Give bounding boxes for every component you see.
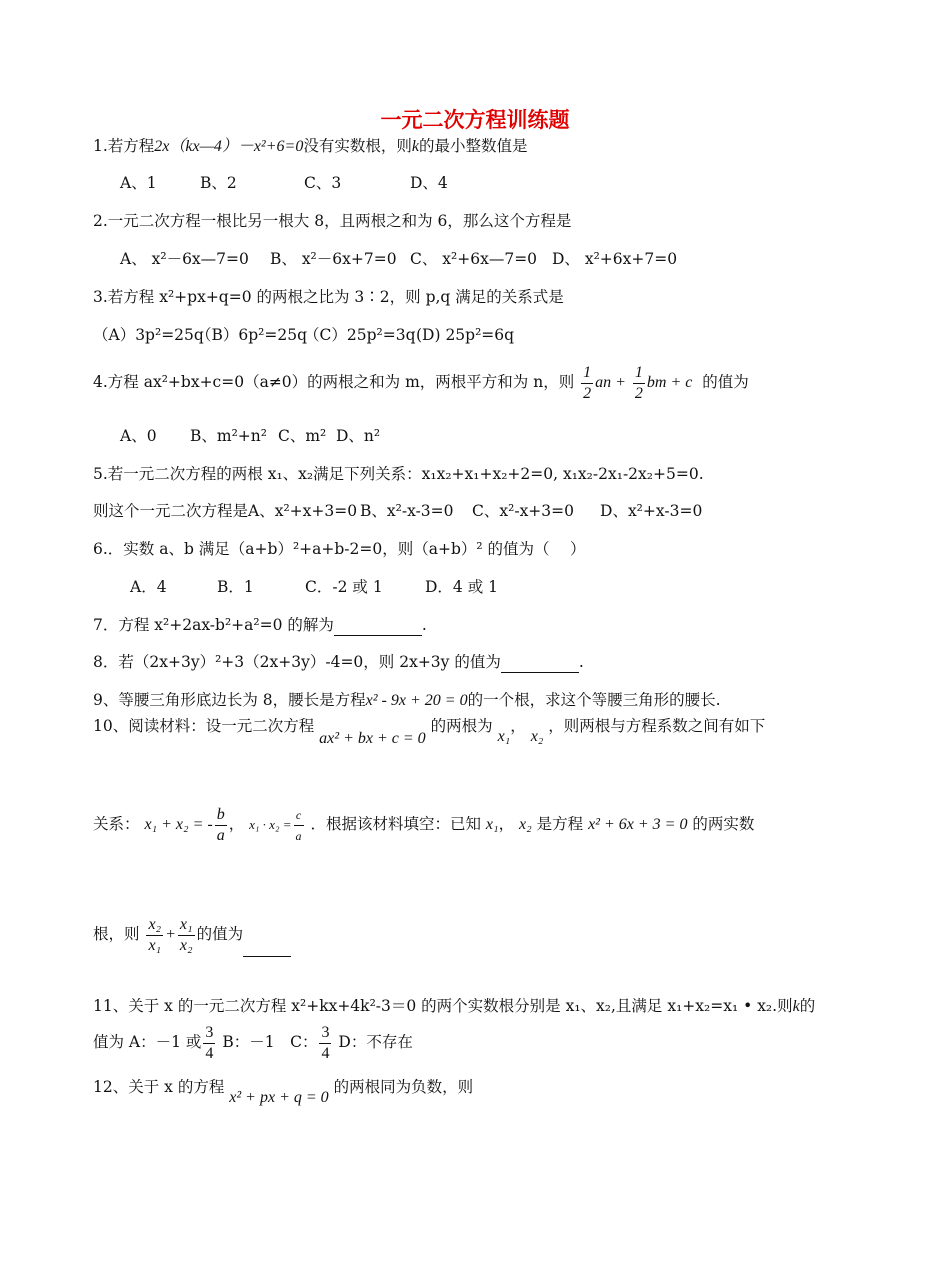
q11-options: 值为 A：－1 或 $\frac{3}{4}$ B：－1 C： $\frac{3}{4}$ D：不存在 (93, 1023, 413, 1062)
question-12: 12、关于 x 的方程 x² + px + q = 0 的两根同为负数，则 (93, 1078, 474, 1106)
q2-option-b: B、 x²－6x+7=0 (270, 250, 397, 268)
q3-options (93, 325, 514, 345)
q10-relation-line: 关系： x₁ + x₂ = - $\frac{b}{a}$ ， x₁ · x₂ = $\frac{c}{a}$ ．根据该材料填空：已知 x₁， x₂ 是方程 x² + 6x + 3 = 0 的两实数 (93, 805, 755, 844)
question-6: 6.．实数 a、b 满足（a+b）²+a+b-2=0，则（a+b）² 的值为（ ） (93, 540, 586, 558)
q6-options (130, 577, 498, 597)
question-4: 4.方程 ax²+bx+c=0（a≠0）的两根之和为 m，两根平方和为 n，则 $\frac{1}{2}$ an + $\frac{1}{2}$ bm + c 的值为 (93, 363, 749, 402)
q6-option-b: B．1 (217, 578, 254, 596)
q2-option-c: C、 x²+6x—7=0 (410, 250, 538, 268)
q4-option-b: B、m²+n² (190, 427, 267, 445)
q1-option-b: B、2 (200, 174, 237, 192)
q5-option-c: C、x²-x+3=0 (472, 502, 575, 520)
question-2: 2.一元二次方程一根比另一根大 8，且两根之和为 6，那么这个方程是 (93, 212, 572, 230)
q10-product-formula: x₁ · x₂ = (249, 817, 292, 832)
question-9: 9、等腰三角形底边长为 8，腰长是方程x² - 9x + 20 = 0的一个根，求这个等腰三角形的腰长. (93, 691, 721, 709)
q10-c-over-a: $\frac{c}{a}$ (294, 805, 304, 846)
q3-option-b: （B）6p²=25q (196, 326, 308, 344)
q7-answer-blank (334, 615, 422, 636)
q4-option-d: D、n² (336, 427, 381, 445)
question-10: 10、阅读材料：设一元二次方程 ax² + bx + c = 0 的两根为 x₁， x₂ ，则两根与方程系数之间有如下 (93, 717, 766, 747)
q10-question-line: 根，则 $\frac{\text{x₂}}{\text{x₁}}$ + $\frac{\text{x₁}}{\text{x₂}}$ 的值为 (93, 912, 291, 957)
q10-answer-blank (243, 912, 291, 957)
q4-half-fraction: $\frac{1}{2}$ (583, 363, 592, 402)
q1-equation: 2x（kx—4）－x²+6=0 (154, 138, 304, 155)
q4-option-a: A、0 (120, 427, 157, 445)
question-3: 3.若方程 x²+px+q=0 的两根之比为 3∶2，则 p,q 满足的关系式是 (93, 288, 564, 306)
q10-equation: ax² + bx + c = 0 (319, 730, 426, 747)
q6-option-d: D．4 或 1 (425, 578, 499, 596)
q1-option-d: D、4 (410, 174, 448, 192)
question-7: 7．方程 x²+2ax-b²+a²=0 的解为 . (93, 616, 427, 634)
question-8: 8．若（2x+3y）²+3（2x+3y）-4=0，则 2x+3y 的值为 . (93, 653, 584, 671)
question-1: 1.若方程2x（kx—4）－x²+6=0没有实数根，则k的最小整数值是 (93, 137, 528, 155)
q8-answer-blank (501, 652, 579, 673)
q11-three-quarters: $\frac{3}{4}$ (205, 1023, 214, 1062)
q6-option-a: A．4 (130, 578, 167, 596)
q4-option-c: C、m² (278, 427, 327, 445)
question-11: 11、关于 x 的一元二次方程 x²+kx+4k²-3＝0 的两个实数根分别是 x₁、x₂,且满足 x₁+x₂=x₁ • x₂.则k的 (93, 997, 816, 1015)
q4-half-fraction-2: $\frac{1}{2}$ (634, 363, 643, 402)
q10-b-over-a: $\frac{b}{a}$ (216, 805, 225, 844)
question-5: 5.若一元二次方程的两根 x₁、x₂满足下列关系：x₁x₂+x₁+x₂+2=0, x₁x₂-2x₁-2x₂+5=0. (93, 465, 704, 483)
q5-option-a: A、x²+x+3=0 (248, 502, 358, 520)
q6-option-c: C．-2 或 1 (305, 578, 383, 596)
q1-options (120, 173, 448, 193)
q11-three-quarters-2: $\frac{3}{4}$ (321, 1023, 330, 1062)
q10-x2-over-x1: $\frac{\text{x₂}}{\text{x₁}}$ (148, 915, 162, 954)
q9-equation: x² - 9x + 20 = 0 (365, 692, 468, 709)
q1-option-a: A、1 (120, 174, 157, 192)
q2-options (120, 249, 677, 269)
q3-option-d: (D) 25p²=6q (416, 326, 515, 344)
q2-option-d: D、 x²+6x+7=0 (552, 250, 678, 268)
q4-options (120, 426, 380, 446)
q10-x1-over-x2: $\frac{\text{x₁}}{\text{x₂}}$ (179, 915, 193, 954)
q5-option-b: B、x²-x-3=0 (360, 502, 454, 520)
q3-option-a: （A）3p²=25q (93, 326, 204, 344)
q5-option-d: D、x²+x-3=0 (600, 502, 703, 520)
q12-equation: x² + px + q = 0 (229, 1089, 329, 1106)
page-title: 一元二次方程训练题 (380, 108, 570, 132)
q1-option-c: C、3 (304, 174, 342, 192)
q10-sum-formula: x₁ + x₂ = - (144, 816, 213, 833)
q5-options: 则这个一元二次方程是A、x²+x+3=0 B、x²-x-3=0 C、x²-x+3=0 D、x²+x-3=0 (93, 502, 703, 520)
q10-equation-2: x² + 6x + 3 = 0 (588, 816, 688, 833)
q3-option-c: （C）25p²=3q (304, 326, 416, 344)
q2-option-a: A、 x²－6x—7=0 (120, 250, 249, 268)
